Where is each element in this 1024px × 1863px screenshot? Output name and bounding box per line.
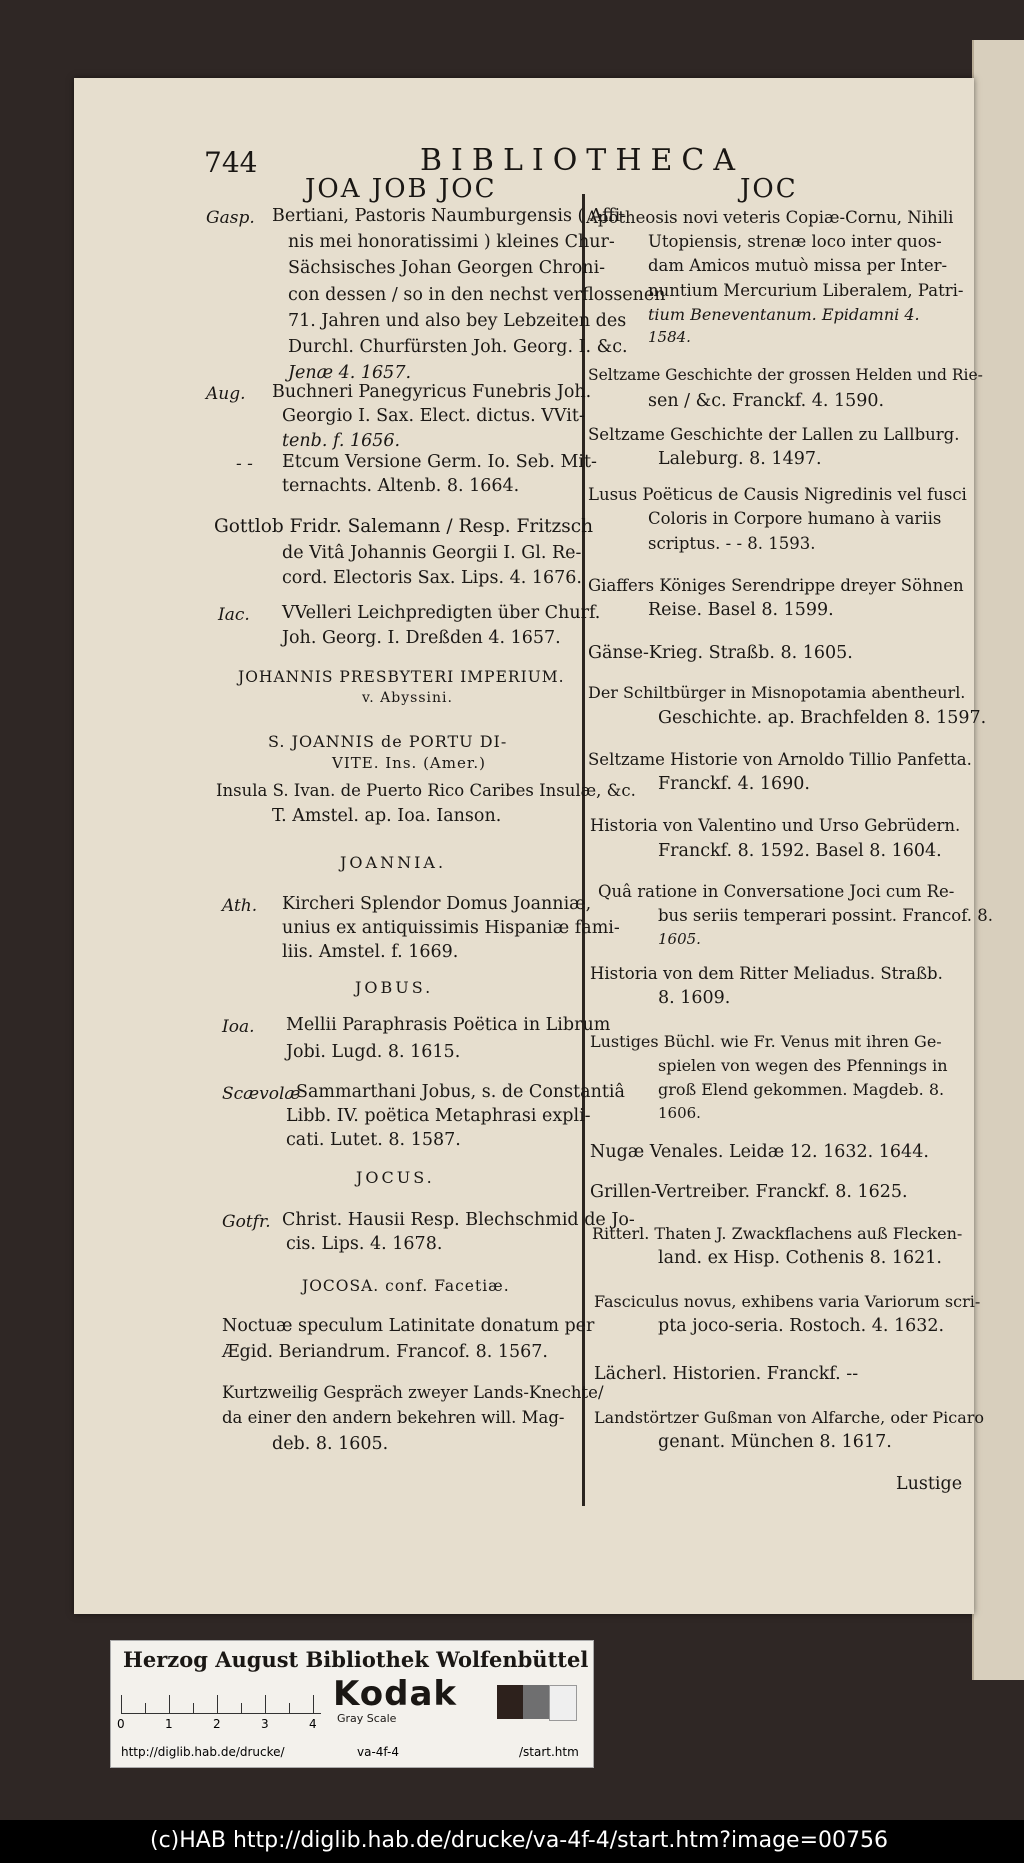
entry-line: Lustiges Büchl. wie Fr. Venus mit ihren Ge- [590, 1032, 942, 1051]
entry-line: Christ. Hausii Resp. Blechschmid de Jo- [282, 1210, 635, 1230]
entry-line: Joh. Georg. I. Dreßden 4. 1657. [282, 628, 561, 648]
left-column-heading: JOA JOB JOC [305, 174, 497, 204]
entry-line: Utopiensis, strenæ loco inter quos- [648, 232, 942, 251]
entry-line: Seltzame Geschichte der grossen Helden und Rie- [588, 366, 983, 384]
entry-line: Gottlob Fridr. Salemann / Resp. Fritzsch [214, 516, 594, 537]
color-calibration-strip [110, 1640, 594, 1768]
entry-line: Bertiani, Pastoris Naumburgensis ( Affi- [272, 206, 627, 226]
entry-line: Grillen-Vertreiber. Franckf. 8. 1625. [590, 1182, 908, 1202]
entry-line: T. Amstel. ap. Ioa. Ianson. [272, 806, 502, 826]
entry-line: Geschichte. ap. Brachfelden 8. 1597. [658, 708, 987, 728]
entry-line: 8. 1609. [658, 988, 731, 1008]
entry-label: Gotfr. [222, 1212, 271, 1232]
catchword: Lustige [896, 1474, 963, 1494]
entry-label: Ioa. [222, 1017, 255, 1037]
entry-line: Historia von Valentino und Urso Gebrüdern. [590, 816, 961, 835]
entry-line: de Vitâ Johannis Georgii I. Gl. Re- [282, 543, 582, 563]
entry-line: sen / &c. Franckf. 4. 1590. [648, 391, 885, 411]
entry-line: Landstörtzer Gußman von Alfarche, oder Picaro [594, 1408, 985, 1427]
entry-line: Der Schiltbürger in Misnopotamia abentheurl. [588, 683, 966, 702]
entry-line: nuntium Mercurium Liberalem, Patri- [648, 281, 964, 300]
entry-line: Gänse-Krieg. Straßb. 8. 1605. [588, 643, 853, 663]
entry-line: groß Elend gekommen. Magdeb. 8. [658, 1080, 945, 1099]
section-heading: JOCOSA. conf. Facetiæ. [302, 1277, 510, 1295]
entry-line: Lusus Poëticus de Causis Nigredinis vel fusci [588, 485, 967, 504]
entry-line: nis mei honoratissimi ) kleines Chur- [288, 232, 615, 252]
page-title: BIBLIOTHECA [420, 143, 744, 178]
ruler-number: 4 [309, 1717, 317, 1731]
entry-label: Aug. [206, 384, 246, 404]
section-heading: JOBUS. [355, 978, 434, 997]
entry-line: Lächerl. Historien. Franckf. -- [594, 1364, 859, 1384]
entry-line: Buchneri Panegyricus Funebris Joh. [272, 382, 592, 402]
entry-line: spielen von wegen des Pfennings in [658, 1056, 948, 1075]
library-name: Herzog August Bibliothek Wolfenbüttel [123, 1647, 589, 1672]
entry-line: con dessen / so in den nechst verflossenen [288, 285, 666, 305]
entry-line: 1584. [648, 328, 691, 346]
entry-line: 71. Jahren und also bey Lebzeiten des [288, 311, 627, 331]
entry-line: Sammarthani Jobus, s. de Constantiâ [296, 1082, 625, 1102]
entry-line: Franckf. 4. 1690. [658, 774, 810, 794]
entry-line: dam Amicos mutuò missa per Inter- [648, 256, 948, 275]
entry-line: Laleburg. 8. 1497. [658, 449, 822, 469]
url-part: /start.htm [519, 1745, 579, 1759]
entry-line: 1605. [658, 930, 701, 948]
entry-line: Etcum Versione Germ. Io. Seb. Mit- [282, 452, 597, 472]
kodak-logo: Kodak [333, 1674, 457, 1714]
entry-line: Noctuæ speculum Latinitate donatum per [222, 1316, 595, 1336]
entry-line: da einer den andern bekehren will. Mag- [222, 1408, 565, 1427]
ruler-number: 1 [165, 1717, 173, 1731]
gray-swatch-dark [497, 1685, 523, 1719]
gray-swatch-light [549, 1685, 577, 1721]
entry-line: liis. Amstel. f. 1669. [282, 942, 459, 962]
entry-line: ternachts. Altenb. 8. 1664. [282, 476, 520, 496]
entry-line: Jenæ 4. 1657. [288, 363, 412, 383]
section-heading: JOCUS. [356, 1168, 435, 1187]
entry-line: Giaffers Königes Serendrippe dreyer Söhnen [588, 576, 964, 595]
entry-line: Franckf. 8. 1592. Basel 8. 1604. [658, 841, 942, 861]
entry-line: tium Beneventanum. Epidamni 4. [648, 305, 920, 324]
entry-line: unius ex antiquissimis Hispaniæ fami- [282, 918, 620, 938]
page-number: 744 [204, 146, 258, 179]
url-part: http://diglib.hab.de/drucke/ [121, 1745, 285, 1759]
gray-swatch-mid [523, 1685, 549, 1719]
entry-line: Historia von dem Ritter Meliadus. Straßb. [590, 964, 943, 983]
entry-line: cis. Lips. 4. 1678. [286, 1234, 443, 1254]
entry-line: Georgio I. Sax. Elect. dictus. VVit- [282, 406, 585, 426]
entry-line: land. ex Hisp. Cothenis 8. 1621. [658, 1248, 942, 1268]
entry-label: Iac. [218, 605, 250, 625]
entry-line: Mellii Paraphrasis Poëtica in Librum [286, 1015, 611, 1035]
entry-line: Fasciculus novus, exhibens varia Variorum scri- [594, 1292, 981, 1311]
entry-line: Seltzame Historie von Arnoldo Tillio Panfetta. [588, 750, 972, 769]
footer-bar [0, 1820, 1024, 1863]
entry-line: tenb. f. 1656. [282, 431, 401, 451]
entry-line: Reise. Basel 8. 1599. [648, 600, 834, 620]
right-column-heading: JOC [740, 174, 798, 204]
entry-line: Seltzame Geschichte der Lallen zu Lallburg. [588, 425, 960, 444]
entry-line: Ritterl. Thaten J. Zwackflachens auß Flecken- [592, 1224, 963, 1243]
entry-line: Libb. IV. poëtica Metaphrasi expli- [286, 1106, 591, 1126]
section-heading: VITE. Ins. (Amer.) [332, 754, 486, 772]
entry-label: Gasp. [206, 208, 255, 228]
entry-line: Durchl. Churfürsten Joh. Georg. I. &c. [288, 337, 628, 357]
footer-link[interactable]: (c)HAB http://diglib.hab.de/drucke/va-4f-4/start.htm?image=00756 [150, 1828, 888, 1853]
measurement-ruler [121, 1695, 321, 1714]
ruler-number: 2 [213, 1717, 221, 1731]
entry-line: genant. München 8. 1617. [658, 1432, 892, 1452]
entry-line: scriptus. - - 8. 1593. [648, 534, 816, 553]
section-heading: S. JOANNIS de PORTU DI- [268, 732, 508, 751]
gray-scale-label: Gray Scale [337, 1712, 397, 1725]
entry-line: Apotheosis novi veteris Copiæ-Cornu, Nihili [586, 208, 954, 227]
entry-line: cati. Lutet. 8. 1587. [286, 1130, 461, 1150]
entry-line: pta joco-seria. Rostoch. 4. 1632. [658, 1316, 945, 1336]
entry-label: - - [236, 454, 253, 474]
entry-line: Insula S. Ivan. de Puerto Rico Caribes Insulæ, &c. [216, 781, 636, 800]
entry-line: Sächsisches Johan Georgen Chroni- [288, 258, 606, 278]
url-part: va-4f-4 [357, 1745, 399, 1759]
entry-line: deb. 8. 1605. [272, 1434, 389, 1454]
cross-reference: v. Abyssini. [362, 690, 453, 706]
adjacent-page-edge [972, 40, 1024, 1680]
entry-line: 1606. [658, 1104, 701, 1122]
entry-line: Kircheri Splendor Domus Joanniæ, [282, 894, 592, 914]
entry-line: Quâ ratione in Conversatione Joci cum Re- [598, 882, 955, 901]
entry-label: Ath. [222, 896, 258, 916]
entry-line: cord. Electoris Sax. Lips. 4. 1676. [282, 568, 582, 588]
section-heading: JOHANNIS PRESBYTERI IMPERIUM. [238, 668, 565, 686]
section-heading: JOANNIA. [340, 853, 447, 872]
entry-line: VVelleri Leichpredigten über Churf. [282, 603, 601, 623]
entry-line: Nugæ Venales. Leidæ 12. 1632. 1644. [590, 1142, 929, 1162]
entry-line: Jobi. Lugd. 8. 1615. [286, 1042, 461, 1062]
ruler-number: 0 [117, 1717, 125, 1731]
entry-label: Scævolæ [222, 1084, 301, 1104]
entry-line: Kurtzweilig Gespräch zweyer Lands-Knechte/ [222, 1383, 604, 1402]
ruler-number: 3 [261, 1717, 269, 1731]
entry-line: Ægid. Beriandrum. Francof. 8. 1567. [222, 1342, 548, 1362]
entry-line: Coloris in Corpore humano à variis [648, 509, 942, 528]
entry-line: bus seriis temperari possint. Francof. 8. [658, 906, 993, 925]
